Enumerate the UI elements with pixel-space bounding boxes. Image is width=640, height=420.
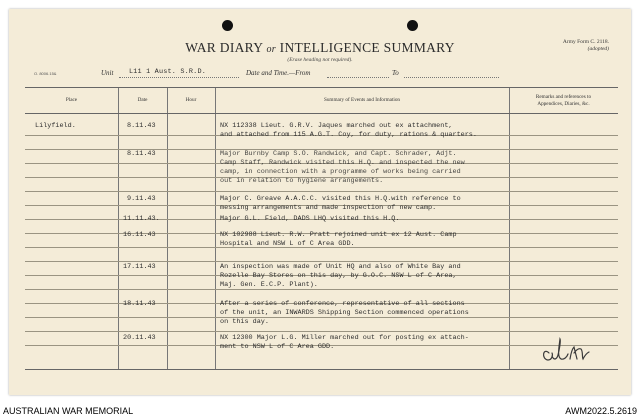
army-form-adopted: (adopted) (587, 46, 609, 52)
column-divider (118, 88, 119, 369)
remarks-header-line1: Remarks and references to (535, 94, 592, 100)
entry-line: NX 102988 Lieut. R.W. Pratt rejoined unit ex 12 Aust. Camp (220, 231, 457, 239)
remarks-header-line2: Appendices, Diaries, &c. (537, 100, 590, 107)
column-header-date: Date (137, 97, 148, 104)
entry-line: out in relation to hygiene arrangements. (220, 177, 384, 185)
title-intelligence-summary: INTELLIGENCE SUMMARY (279, 40, 455, 55)
diary-sheet (9, 9, 631, 395)
entry-line: Camp Staff, Randwick visited this H.Q. and inspected the new (220, 159, 465, 167)
form-serial: O. 8006.15& (34, 71, 57, 76)
column-divider (167, 88, 168, 369)
entry-date: 17.11.43 (123, 263, 156, 271)
handwritten-signature (539, 335, 595, 365)
entry-line: messing arrangements and made inspection of new camp. (220, 204, 437, 212)
entry-date: 8.11.43 (127, 122, 156, 130)
entry-line: Major C. Greave A.A.C.C. visited this H.Q.with reference to (220, 195, 461, 203)
to-dotted-line (404, 77, 499, 78)
entry-date: 8.11.43 (127, 150, 156, 158)
entry-line: NX 112338 Lieut. G.R.V. Jaques marched out ex attachment, (220, 122, 453, 130)
row-rule (25, 331, 618, 332)
from-dotted-line (327, 77, 389, 78)
army-form-number: Army Form C. 2118. (562, 39, 609, 45)
entry-line: camp, in connection with a programme of works being carried (220, 168, 461, 176)
unit-line (9, 69, 631, 81)
entry-line: After a series of conference, representative of all sections (220, 300, 465, 308)
entry-line: An inspection was made of Unit HQ and also of White Bay and (220, 263, 461, 271)
entry-line: ment to NSW L of C Area GDD. (220, 343, 335, 351)
row-rule (25, 289, 618, 290)
entry-line: Rozelle Bay Stores on this day, by G.O.C. NSW L of C Area, (220, 272, 457, 280)
army-form-label (563, 39, 609, 53)
column-header-remarks (509, 88, 618, 113)
title-war-diary: WAR DIARY (185, 40, 263, 55)
diary-table (25, 87, 618, 370)
entry-date: 9.11.43 (127, 195, 156, 203)
column-divider (509, 88, 510, 369)
page-title (9, 40, 631, 56)
row-rule (25, 191, 618, 192)
entry-line: Major Burnby Camp S.O. Randwick, and Capt. Schrader, Adjt. (220, 150, 457, 158)
footer-archive-name: AUSTRALIAN WAR MEMORIAL (3, 406, 134, 416)
column-header-hour: Hour (185, 97, 197, 104)
punch-hole-left (222, 20, 233, 31)
punch-hole-right (407, 20, 418, 31)
entry-line: NX 12300 Major L.G. Miller marched out for posting ex attach- (220, 334, 469, 342)
date-time-label: Date and Time.—From (246, 69, 311, 77)
unit-value: L11 1 Aust. S.R.D. (129, 68, 207, 76)
page-subtitle: (Erase heading not required). (287, 57, 353, 63)
entry-date: 11.11.43. (123, 215, 160, 223)
header-divider (25, 113, 618, 114)
unit-dotted-line (119, 77, 239, 78)
entry-line: Hospital and NSW L of C Area GDD. (220, 240, 355, 248)
entry-line: and attached from 115 A.G.T. Coy, for duty, rations & quarters. (220, 131, 477, 139)
column-header-place: Place (65, 97, 78, 104)
column-header-summary: Summary of Events and Information (323, 97, 401, 104)
to-label: To (392, 69, 399, 77)
entry-line: on this day. (220, 318, 269, 326)
entry-date: 16.11.43 (123, 231, 156, 239)
row-rule (25, 261, 618, 262)
entry-place: Lilyfield. (35, 122, 76, 130)
unit-label: Unit (101, 69, 114, 77)
entry-line: of the unit, an INWARDS Shipping Section commenced operations (220, 309, 469, 317)
entry-date: 18.11.43 (123, 300, 156, 308)
title-or: or (266, 44, 276, 55)
entry-line: Major G.L. Field, DADS LHQ visited this H.Q. (220, 215, 400, 223)
entry-date: 20.11.43 (123, 334, 156, 342)
column-divider (215, 88, 216, 369)
entry-line: Maj. Gen. E.C.P. Plant). (220, 281, 318, 289)
footer-accession-number: AWM2022.5.2619 (565, 406, 637, 416)
